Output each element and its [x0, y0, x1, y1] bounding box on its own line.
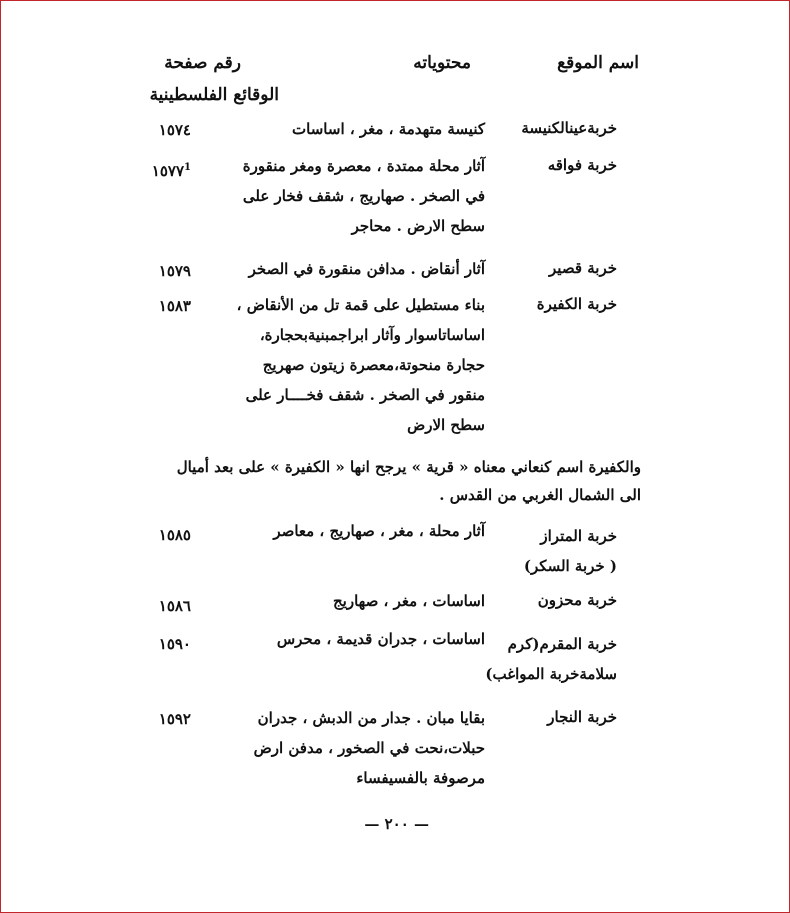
entry-5-content: آثار محلة ، مغر ، صهاريج ، معاصر [273, 522, 485, 540]
entry-2-site-name: خربة فواقه [547, 156, 617, 174]
entry-7-content: اساسات ، جدران قديمة ، محرس [276, 630, 485, 648]
entry-7-page: ١٥٩٠ [158, 635, 191, 653]
entry-3-content: آثار أنقاض . مدافن منقورة في الصخر [248, 260, 485, 278]
entry-3-site-name: خربة قصير [549, 259, 617, 277]
column-header-page-number: رقم صفحة [164, 53, 241, 73]
entry-1-site-name: خربةعينالكنيسة [521, 119, 617, 137]
entry-4-site-name: خربة الكفيرة [536, 295, 617, 313]
entry-5-site-name: خربة المتراز ( خربة السكر) [523, 527, 617, 575]
entry-2-page: ١٥٧٧$^1$ [151, 162, 191, 180]
entry-2-page-mark: 1 [184, 162, 191, 173]
column-header-site-name: اسم الموقع [557, 53, 639, 73]
entry-4-page: ١٥٨٣ [158, 297, 191, 315]
entry-6-site-name: خربة محزون [537, 591, 617, 609]
entry-6-page: ١٥٨٦ [158, 597, 191, 615]
entry-1-content: كنيسة متهدمة ، مغر ، اساسات [292, 120, 485, 138]
note-paragraph: والكفيرة اسم كنعاني معناه « قرية » يرجح انها « الكفيرة » على بعد أميال الى الشمال الغربي من القدس . [176, 458, 641, 504]
entry-5-page: ١٥٨٥ [158, 526, 191, 544]
entry-6-content: اساسات ، مغر ، صهاريج [332, 592, 485, 610]
entry-8-content: بقايا مبان . جدار من الدبش ، جدران حبلات،نحت في الصخور ، مدفن ارض مرصوفة بالفسيفساء [253, 709, 485, 787]
entry-8-site-name: خربة النجار [547, 708, 617, 726]
entry-2-content: آثار محلة ممتدة ، معصرة ومغر منقورة في الصخر . صهاريج ، شقف فخار على سطح الارض . محاجر [242, 157, 485, 235]
page-number-footer: — ٢٠٠ — [364, 815, 429, 833]
entry-3-page: ١٥٧٩ [158, 262, 191, 280]
entry-4-content: بناء مستطيل على قمة تل من الأنقاض ، اساساتاسوار وآثار ابراجمبنيةبحجارة، حجارة منحوتة،معصرة زيتون صهريج منقور في الصخر . شقف فخــــار على سطح الارض [236, 296, 485, 434]
entry-1-page: ١٥٧٤ [158, 121, 191, 139]
entry-8-page: ١٥٩٢ [158, 710, 191, 728]
column-header-contents: محتوياته [413, 53, 471, 73]
source-title: الوقائع الفلسطينية [149, 85, 279, 105]
entry-7-site-name: خربة المقرم(كرم سلامةخربة المواغب) [485, 635, 617, 683]
